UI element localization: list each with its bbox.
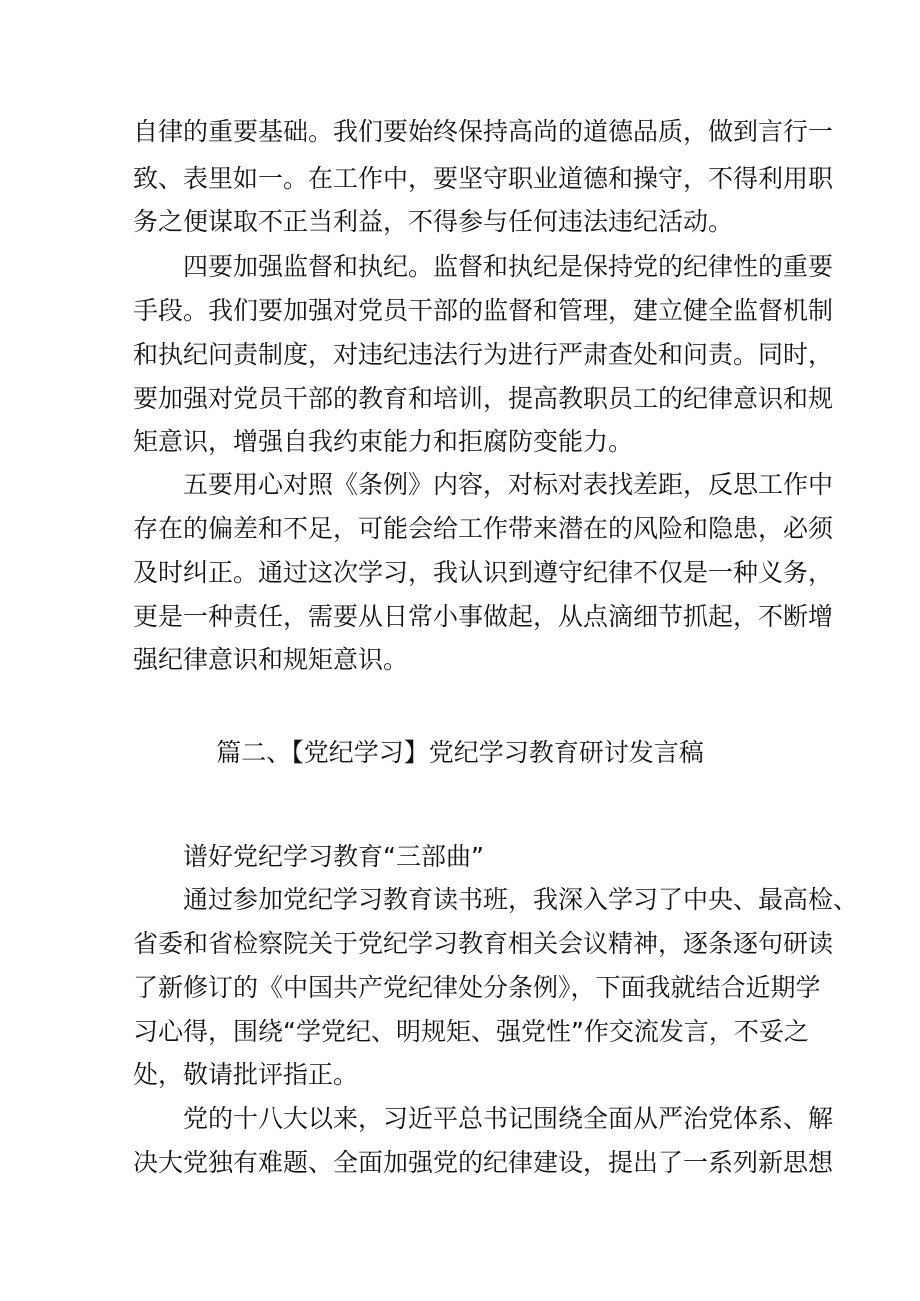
paragraph-line: 要加强对党员干部的教育和培训，提高教职员工的纪律意识和规 — [133, 384, 834, 413]
paragraph-line: 处，敬请批评指正。 — [133, 1060, 359, 1089]
paragraph-line: 省委和省检察院关于党纪学习教育相关会议精神，逐条逐句研读 — [133, 929, 834, 958]
paragraph-line: 党的十八大以来，习近平总书记围绕全面从严治党体系、解 — [183, 1104, 834, 1133]
paragraph-line: 务之便谋取不正当利益，不得参与任何违法违纪活动。 — [133, 207, 734, 236]
paragraph-line: 强纪律意识和规矩意识。 — [133, 645, 409, 674]
paragraph-line: 及时纠正。通过这次学习，我认识到遵守纪律不仅是一种义务， — [133, 558, 834, 587]
subtitle: 谱好党纪学习教育“三部曲” — [183, 842, 484, 871]
section-heading: 篇二、【党纪学习】党纪学习教育研讨发言稿 — [216, 738, 704, 767]
paragraph-line: 通过参加党纪学习教育读书班，我深入学习了中央、最高检、 — [183, 885, 859, 914]
paragraph-line: 四要加强监督和执纪。监督和执纪是保持党的纪律性的重要 — [183, 252, 834, 281]
paragraph-line: 决大党独有难题、全面加强党的纪律建设，提出了一系列新思想 — [133, 1148, 834, 1177]
paragraph-line: 自律的重要基础。我们要始终保持高尚的道德品质，做到言行一 — [133, 117, 834, 146]
paragraph-line: 存在的偏差和不足，可能会给工作带来潜在的风险和隐患，必须 — [133, 514, 834, 543]
paragraph-line: 习心得，围绕“学党纪、明规矩、强党性”作交流发言，不妥之 — [133, 1017, 809, 1046]
paragraph-line: 手段。我们要加强对党员干部的监督和管理，建立健全监督机制 — [133, 296, 834, 325]
paragraph-line: 矩意识，增强自我约束能力和拒腐防变能力。 — [133, 427, 634, 456]
paragraph-line: 致、表里如一。在工作中，要坚守职业道德和操守，不得利用职 — [133, 164, 834, 193]
paragraph-line: 和执纪问责制度，对违纪违法行为进行严肃查处和问责。同时， — [133, 340, 834, 369]
paragraph-line: 了新修订的《中国共产党纪律处分条例》，下面我就结合近期学 — [133, 973, 821, 1002]
paragraph-line: 更是一种责任，需要从日常小事做起，从点滴细节抓起，不断增 — [133, 602, 834, 631]
paragraph-line: 五要用心对照《条例》内容，对标对表找差距，反思工作中 — [183, 470, 834, 499]
